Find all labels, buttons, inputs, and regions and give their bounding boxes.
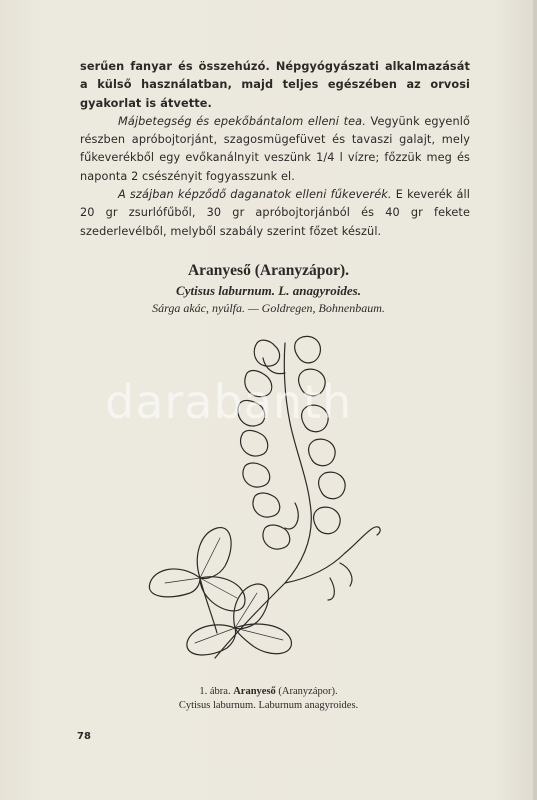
- page-number: 78: [77, 731, 91, 742]
- page-edge: [533, 0, 537, 800]
- recipe-1-text: Vegyünk egyenlő részben apróbojtorjánt, szagosmügefüvet és tavaszi galajt, mely fűkeverékből egy evőkanálnyit veszünk 1/4 l vízre; főzzük meg és naponta 2 csészényit fogyasszunk el.: [80, 114, 470, 183]
- figure-caption-line1: [0, 686, 537, 697]
- recipe-2-title: A szájban képződő daganatok elleni fűkeverék.: [118, 188, 392, 202]
- paragraph-recipe-1: [80, 113, 470, 186]
- figure-caption-line2: Cytisus laburnum. Laburnum anagyroides.: [178, 700, 359, 711]
- caption-bold: Aranyeső: [233, 686, 276, 697]
- recipe-1-title: Májbetegség és epekőbántalom elleni tea.: [118, 114, 366, 128]
- paragraph-recipe-2: [80, 186, 470, 241]
- caption-prefix: 1. ábra.: [199, 686, 231, 697]
- watermark: darabanth: [105, 375, 353, 429]
- section-latin-name: Cytisus laburnum. L. anagyroides.: [176, 283, 361, 298]
- section-common-names: Sárga akác, nyúlfa. — Goldregen, Bohnenbaum.: [152, 301, 385, 315]
- recipe-2-text: E keverék áll 20 gr zsurlófűből, 30 gr apróbojtorjánból és 40 gr fekete szederlevélből, melyből szabály szerint főzet készül.: [80, 188, 471, 238]
- caption-rest: (Aranyzápor).: [278, 686, 338, 697]
- body-text: [80, 58, 470, 241]
- paragraph-intro: serűen fanyar és összehúzó. Népgyógyászati alkalmazását a külső használatban, majd teljes egészében az orvosi gyakorlat is átvette.: [80, 60, 470, 110]
- section-title: Aranyeső (Aranyzápor).: [187, 262, 349, 279]
- laburnum-plant-drawing: [145, 328, 400, 678]
